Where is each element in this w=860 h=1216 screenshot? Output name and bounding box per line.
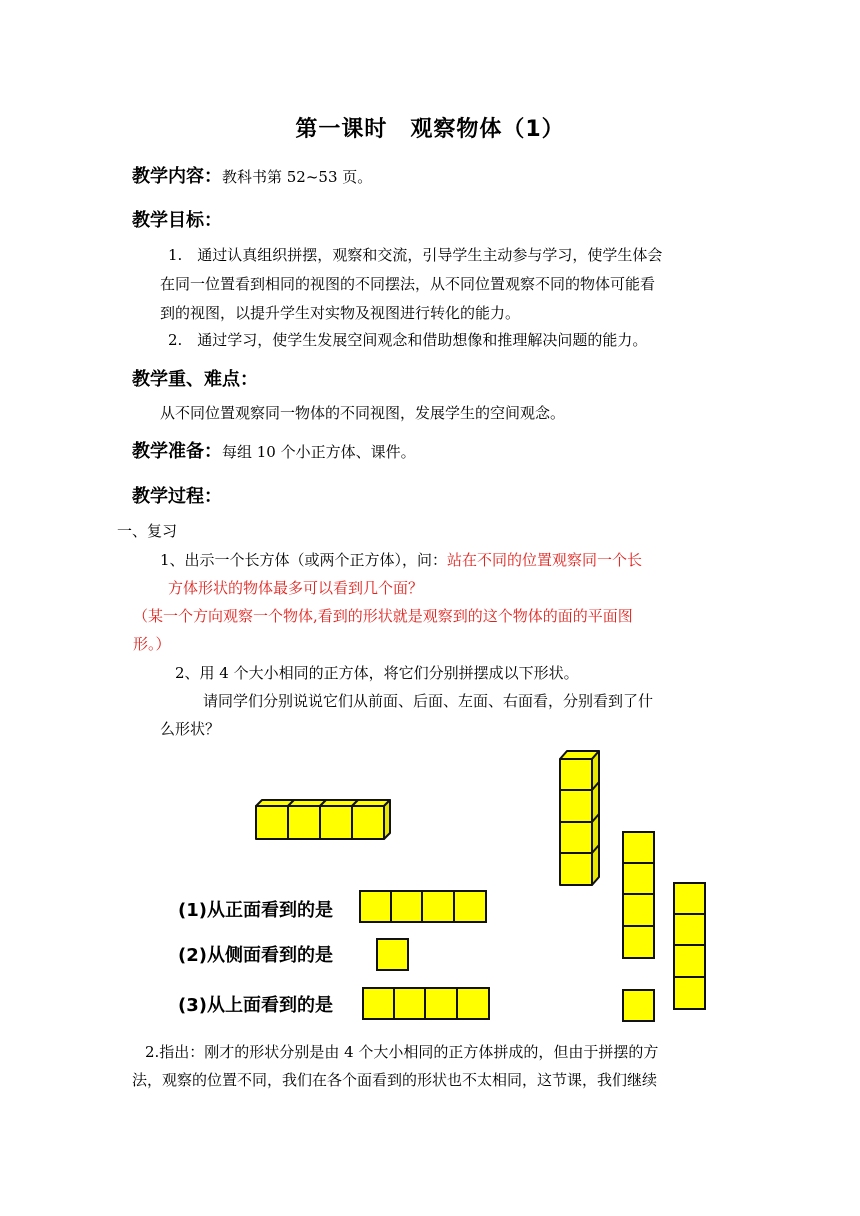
review-q2: 2、用 4 个大小相同的正方体，将它们分别拼摆成以下形状。 [175,664,579,682]
review-note-1: （某一个方向观察一个物体,看到的形状就是观察到的这个物体的面的平面图 [133,607,633,625]
keypoints-text: 从不同位置观察同一物体的不同视图，发展学生的空间观念。 [160,404,566,422]
column-side-square [673,944,706,978]
column-side-square [673,913,706,946]
review-q1-red-2: 方体形状的物体最多可以看到几个面？ [168,579,424,597]
side-view-square [376,938,409,971]
review-heading: 一、复习 [117,522,178,540]
column-side-square [673,882,706,915]
content-row [132,162,372,188]
conclusion-line-2: 法，观察的位置不同，我们在各个面看到的形状也不太相同，这节课，我们继续 [132,1071,658,1089]
review-q1 [160,549,642,570]
goal-1-line-1: 1. 通过认真组织拼摆，观察和交流，引导学生主动参与学习，使学生体会 [168,246,663,264]
review-q2-detail-1: 请同学们分别说说它们从前面、后面、左面、右面看，分别看到了什 [203,692,654,710]
column-front-square [622,831,655,864]
front-view-square [421,890,455,923]
review-note-2: 形。） [133,635,171,653]
front-view-square [390,890,423,923]
content-label: 教学内容： [132,166,222,187]
top-view-square [424,987,458,1020]
review-q1-prefix: 1、出示一个长方体（或两个正方体），问： [160,551,448,569]
caption-side: (2)从侧面看到的是 [178,945,333,966]
prep-text: 每组 10 个小正方体、课件。 [222,443,416,461]
goals-label: 教学目标： [132,210,222,231]
review-q2-detail-2: 么形状？ [160,720,221,738]
conclusion-line-1: 2.指出：刚才的形状分别是由 4 个大小相同的正方体拼成的，但由于拼摆的方 [145,1043,659,1061]
column-front-square [622,925,655,959]
column-side-square [673,976,706,1010]
keypoints-label: 教学重、难点： [132,369,258,390]
top-view-square [362,987,395,1020]
prep-row [132,437,416,463]
content-text: 教科书第 52~53 页。 [222,168,373,186]
goal-1-line-2: 在同一位置看到相同的视图的不同摆法，从不同位置观察不同的物体可能看 [160,275,656,293]
goal-2: 2. 通过学习，使学生发展空间观念和借助想像和推理解决问题的能力。 [168,331,648,349]
horizontal-cube-row [250,795,400,845]
goal-1-line-3: 到的视图，以提升学生对实物及视图进行转化的能力。 [160,304,521,322]
caption-front: (1)从正面看到的是 [178,900,333,921]
top-view-square [393,987,426,1020]
column-top-view-square [622,989,655,1022]
column-front-square [622,862,655,895]
front-view-square [359,890,392,923]
page-title: 第一课时 观察物体（1） [295,117,565,142]
vertical-cube-column [555,748,605,890]
column-front-square [622,893,655,927]
front-view-square [453,890,487,923]
caption-top: (3)从上面看到的是 [178,995,333,1016]
review-q1-red-1: 站在不同的位置观察同一个长 [447,551,643,569]
top-view-square [456,987,490,1020]
process-label: 教学过程： [132,486,222,507]
prep-label: 教学准备： [132,441,222,462]
